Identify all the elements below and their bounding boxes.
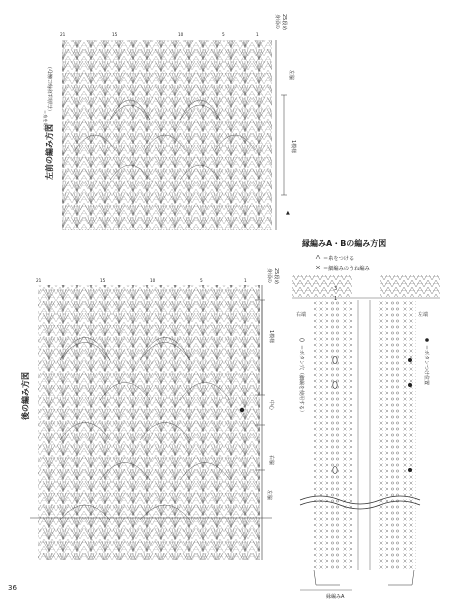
back-stitch-21: 21 <box>36 278 42 283</box>
edging-a-label: 縁編みA <box>326 594 345 600</box>
button-dot-2 <box>408 383 412 387</box>
back-stitch-5: 5 <box>200 278 203 283</box>
back-stitch-15: 15 <box>100 278 106 283</box>
front-stitch-1: 1 <box>256 32 259 37</box>
buttonhole-2 <box>333 382 337 389</box>
front-row-label: 身頃の <box>274 14 280 30</box>
buttonhole-legend-icon <box>300 339 304 342</box>
front-repeat-label: 1模様 <box>290 140 296 154</box>
back-center-dot <box>240 408 244 412</box>
back-row-label-2: 25段め <box>273 268 279 285</box>
front-arrow-mark: ▲ <box>286 210 290 216</box>
buttonhole-3 <box>333 467 337 474</box>
legend-attach: ＝糸をつける <box>323 256 355 262</box>
front-row-label-2: 25段め <box>281 14 287 31</box>
edging-chart <box>292 275 440 590</box>
attach-icon <box>316 255 320 259</box>
front-left-side-label: 左脇 <box>288 70 294 81</box>
edging-num-3: 3 <box>334 286 338 292</box>
left-front-chart <box>62 40 287 230</box>
button-legend-dot <box>425 338 429 342</box>
back-side-label: 右脇 <box>268 455 274 466</box>
back-center-label: 中心 <box>268 400 274 411</box>
front-stitch-10: 10 <box>178 32 184 37</box>
legend-slip-back: ＝細編みのうね編み <box>323 266 370 272</box>
back-stitch-10: 10 <box>150 278 156 283</box>
button-dot-1 <box>408 358 412 362</box>
edging-title: 縁編みA・Bの編み方図 <box>302 239 387 248</box>
buttonhole-1 <box>333 357 337 364</box>
buttonhole-label: ＝ボタン穴（細編を使用する） <box>298 345 304 416</box>
back-chart <box>30 285 272 560</box>
edging-num-1: 1 <box>334 296 338 302</box>
back-stitch-1: 1 <box>244 278 247 283</box>
back-row-label: 身頃の <box>266 268 272 284</box>
front-stitch-5: 5 <box>222 32 225 37</box>
front-stitch-21: 21 <box>60 32 66 37</box>
button-dot-3 <box>408 468 412 472</box>
front-row-label-group <box>274 14 288 30</box>
edging-right-end: 右端 <box>296 312 307 318</box>
edging-legend <box>316 254 370 272</box>
edging-left-end: 左端 <box>418 312 429 318</box>
back-title: 後の編み方図 <box>21 372 30 420</box>
back-left-side-label: 左脇 <box>266 490 272 501</box>
front-cut-note: ＝糸を切る <box>43 110 48 131</box>
back-repeat-label: 1模様 <box>268 330 274 344</box>
left-front-title: 左前の編み方図 <box>45 124 54 180</box>
page-number: 36 <box>8 584 17 592</box>
left-front-note: （右前は対称に編む） <box>48 63 54 114</box>
front-stitch-15: 15 <box>112 32 118 37</box>
button-position-label: ＝ボタンつけ位置 <box>423 345 429 386</box>
slip-back-icon <box>316 266 320 269</box>
